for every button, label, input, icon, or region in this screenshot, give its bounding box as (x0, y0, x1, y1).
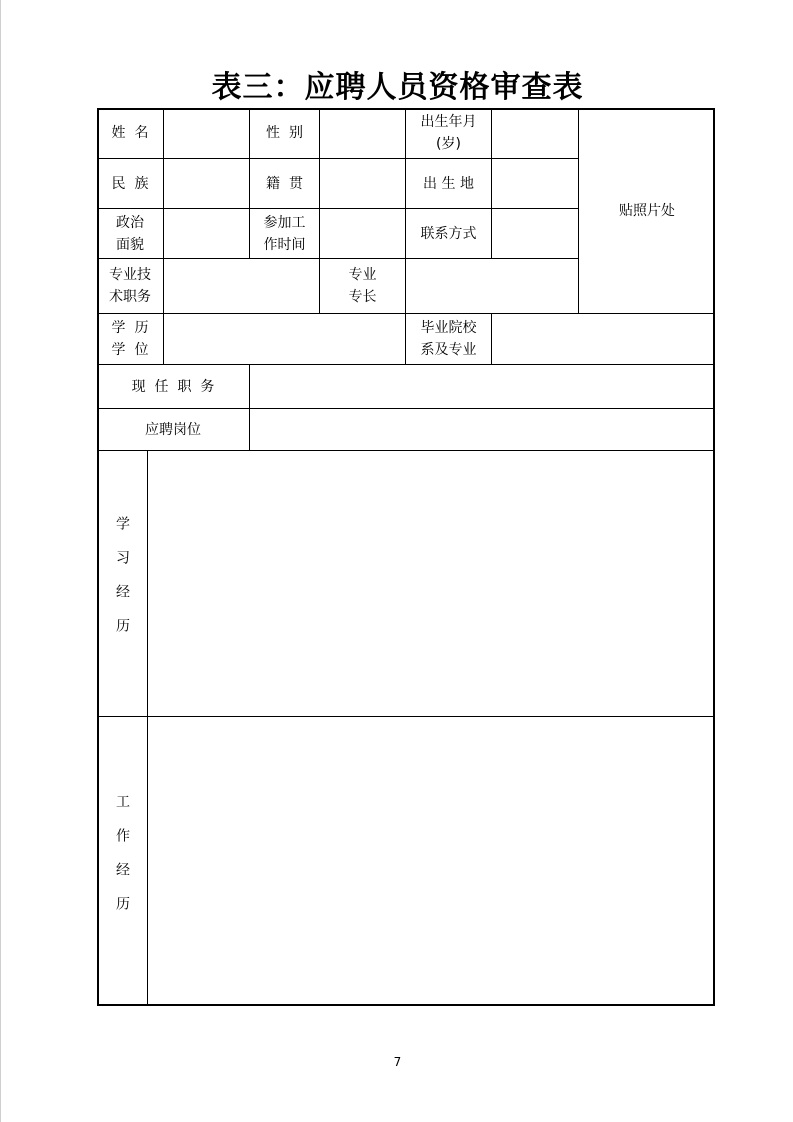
input-applied-position[interactable] (250, 409, 715, 451)
input-specialty[interactable] (406, 259, 579, 314)
input-graduation-school[interactable] (492, 314, 715, 365)
label-birthplace-text: 出 生 地 (423, 175, 474, 192)
label-title-line1: 专业技 (109, 267, 151, 283)
input-native-place[interactable] (320, 159, 406, 209)
label-birthplace (406, 159, 492, 209)
label-graduation-school (406, 314, 492, 365)
input-work-history[interactable] (148, 717, 715, 1006)
label-education (97, 314, 164, 365)
label-work-start (250, 209, 320, 259)
label-political-line1: 政治 (116, 214, 144, 231)
label-birth-line2: (岁) (436, 136, 461, 152)
label-birth-date (406, 108, 492, 159)
input-birthplace[interactable] (492, 159, 579, 209)
label-contact-text: 联系方式 (420, 225, 477, 242)
label-political-status (97, 209, 164, 259)
input-work-start[interactable] (320, 209, 406, 259)
label-name (97, 108, 164, 159)
input-ethnicity[interactable] (164, 159, 250, 209)
label-name-text: 姓 名 (111, 125, 149, 141)
label-specialty-line2: 专长 (348, 289, 377, 305)
label-school-line2: 系及专业 (420, 342, 477, 358)
photo-label: 贴照片处 (619, 202, 675, 219)
label-title-line2: 术职务 (109, 289, 151, 305)
label-current-position (97, 365, 250, 409)
label-gender (250, 108, 320, 159)
label-political-line2: 面貌 (116, 236, 144, 253)
label-professional-title (97, 259, 164, 314)
label-specialty-line1: 专业 (348, 267, 377, 283)
label-work-history-text: 工作经历 (114, 793, 130, 930)
input-current-position[interactable] (250, 365, 715, 409)
label-study-history (97, 451, 148, 717)
label-birth-line1: 出生年月 (420, 114, 477, 130)
label-ethnicity-text: 民 族 (111, 175, 149, 192)
input-gender[interactable] (320, 108, 406, 159)
label-ethnicity (97, 159, 164, 209)
label-school-line1: 毕业院校 (420, 320, 477, 336)
label-contact (406, 209, 492, 259)
page-title: 表三：应聘人员资格审查表 (211, 70, 584, 105)
label-study-history-text: 学习经历 (114, 515, 130, 652)
input-professional-title[interactable] (164, 259, 320, 314)
input-political-status[interactable] (164, 209, 250, 259)
input-name[interactable] (164, 108, 250, 159)
label-native-place-text: 籍 贯 (266, 175, 303, 192)
photo-area[interactable] (579, 108, 715, 314)
input-study-history[interactable] (148, 451, 715, 717)
label-work-start-line2: 作时间 (263, 236, 306, 253)
label-work-start-line1: 参加工 (263, 214, 306, 231)
input-birth-date[interactable] (492, 108, 579, 159)
label-current-position-text: 现 任 职 务 (131, 378, 215, 395)
label-education-line1: 学 历 (111, 320, 149, 336)
label-applied-position-text: 应聘岗位 (145, 421, 201, 438)
page-number: 7 (393, 1055, 402, 1069)
input-contact[interactable] (492, 209, 579, 259)
label-gender-text: 性 别 (266, 125, 303, 141)
label-specialty (320, 259, 406, 314)
label-work-history (97, 717, 148, 1006)
input-education[interactable] (164, 314, 406, 365)
label-native-place (250, 159, 320, 209)
label-education-line2: 学 位 (111, 342, 149, 358)
label-applied-position (97, 409, 250, 451)
qualification-form-table (97, 108, 715, 1006)
